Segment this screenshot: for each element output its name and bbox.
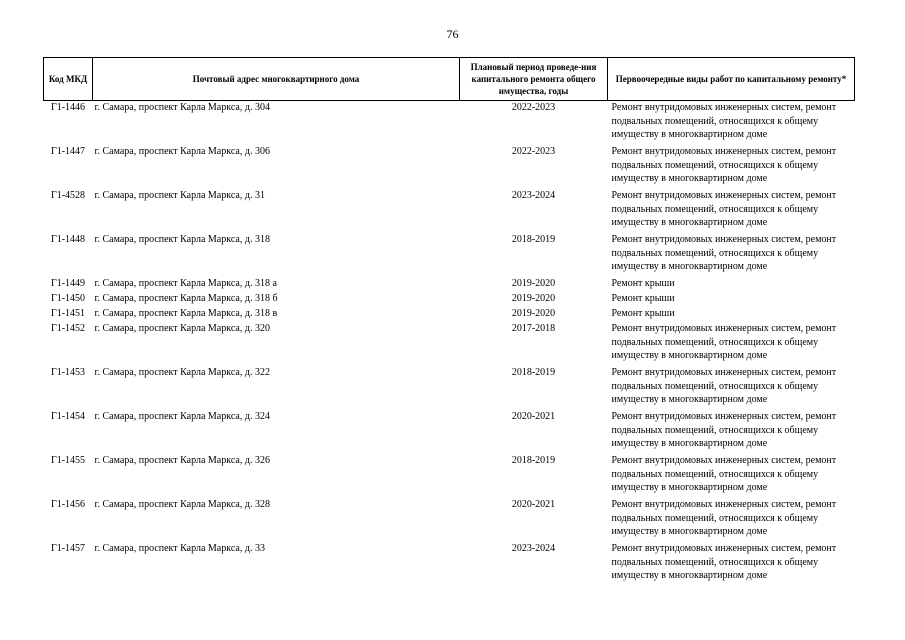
table-row bbox=[44, 410, 855, 454]
page-number: 76 bbox=[446, 27, 459, 41]
cell-works: Ремонт крыши bbox=[611, 278, 675, 289]
cell-period: 2017-2018 bbox=[511, 323, 556, 334]
cell-code: Г1-4528 bbox=[50, 190, 86, 201]
table-row bbox=[44, 277, 855, 292]
cell-works: Ремонт внутридомовых инженерных систем, ремонт подвальных помещений, относящихся к общему имуществу в многоквартирном доме bbox=[611, 499, 837, 538]
cell-address: г. Самара, проспект Карла Маркса, д. 31 bbox=[94, 190, 265, 201]
cell-code: Г1-1447 bbox=[50, 146, 86, 157]
repair-schedule-table bbox=[43, 57, 855, 586]
cell-code: Г1-1452 bbox=[50, 323, 86, 334]
header-code: Код МКД bbox=[44, 58, 93, 101]
cell-works: Ремонт внутридомовых инженерных систем, ремонт подвальных помещений, относящихся к общему имуществу в многоквартирном доме bbox=[611, 146, 837, 185]
cell-period: 2019-2020 bbox=[511, 293, 556, 304]
table-body bbox=[44, 101, 855, 587]
cell-address: г. Самара, проспект Карла Маркса, д. 304 bbox=[94, 102, 270, 113]
cell-address: г. Самара, проспект Карла Маркса, д. 318 б bbox=[94, 293, 278, 304]
cell-period: 2019-2020 bbox=[511, 308, 556, 319]
cell-works: Ремонт крыши bbox=[611, 293, 675, 304]
cell-works: Ремонт внутридомовых инженерных систем, ремонт подвальных помещений, относящихся к общему имуществу в многоквартирном доме bbox=[611, 190, 837, 229]
cell-period: 2019-2020 bbox=[511, 278, 556, 289]
cell-works: Ремонт внутридомовых инженерных систем, ремонт подвальных помещений, относящихся к общему имуществу в многоквартирном доме bbox=[611, 543, 837, 582]
cell-address: г. Самара, проспект Карла Маркса, д. 306 bbox=[94, 146, 270, 157]
cell-code: Г1-1449 bbox=[50, 278, 86, 289]
cell-works: Ремонт внутридомовых инженерных систем, ремонт подвальных помещений, относящихся к общему имуществу в многоквартирном доме bbox=[611, 367, 837, 406]
cell-works: Ремонт крыши bbox=[611, 308, 675, 319]
cell-address: г. Самара, проспект Карла Маркса, д. 328 bbox=[94, 499, 270, 510]
cell-works: Ремонт внутридомовых инженерных систем, ремонт подвальных помещений, относящихся к общему имуществу в многоквартирном доме bbox=[611, 411, 837, 450]
cell-code: Г1-1457 bbox=[50, 543, 86, 554]
cell-address: г. Самара, проспект Карла Маркса, д. 318 в bbox=[94, 308, 278, 319]
cell-period: 2022-2023 bbox=[511, 146, 556, 157]
table-row bbox=[44, 498, 855, 542]
cell-code: Г1-1451 bbox=[50, 308, 86, 319]
table-row bbox=[44, 233, 855, 277]
cell-code: Г1-1448 bbox=[50, 234, 86, 245]
cell-code: Г1-1455 bbox=[50, 455, 86, 466]
table-row bbox=[44, 366, 855, 410]
cell-works: Ремонт внутридомовых инженерных систем, ремонт подвальных помещений, относящихся к общему имуществу в многоквартирном доме bbox=[611, 455, 837, 494]
table-header-row bbox=[44, 58, 855, 101]
cell-address: г. Самара, проспект Карла Маркса, д. 324 bbox=[94, 411, 270, 422]
cell-address: г. Самара, проспект Карла Маркса, д. 322 bbox=[94, 367, 270, 378]
header-works: Первоочередные виды работ по капитальному ремонту* bbox=[608, 58, 855, 101]
table-row bbox=[44, 189, 855, 233]
table-row bbox=[44, 322, 855, 366]
table-row bbox=[44, 145, 855, 189]
table-row bbox=[44, 101, 855, 146]
table-row bbox=[44, 454, 855, 498]
cell-works: Ремонт внутридомовых инженерных систем, ремонт подвальных помещений, относящихся к общему имуществу в многоквартирном доме bbox=[611, 102, 837, 141]
cell-address: г. Самара, проспект Карла Маркса, д. 320 bbox=[94, 323, 270, 334]
cell-period: 2018-2019 bbox=[511, 455, 556, 466]
cell-address: г. Самара, проспект Карла Маркса, д. 326 bbox=[94, 455, 270, 466]
cell-works: Ремонт внутридомовых инженерных систем, ремонт подвальных помещений, относящихся к общему имуществу в многоквартирном доме bbox=[611, 323, 837, 362]
cell-address: г. Самара, проспект Карла Маркса, д. 318 bbox=[94, 234, 270, 245]
cell-period: 2018-2019 bbox=[511, 367, 556, 378]
table-row bbox=[44, 307, 855, 322]
cell-code: Г1-1453 bbox=[50, 367, 86, 378]
cell-period: 2023-2024 bbox=[511, 190, 556, 201]
cell-code: Г1-1446 bbox=[50, 102, 86, 113]
cell-address: г. Самара, проспект Карла Маркса, д. 33 bbox=[94, 543, 265, 554]
header-address: Почтовый адрес многоквартирного дома bbox=[93, 58, 460, 101]
cell-works: Ремонт внутридомовых инженерных систем, ремонт подвальных помещений, относящихся к общему имуществу в многоквартирном доме bbox=[611, 234, 837, 273]
cell-address: г. Самара, проспект Карла Маркса, д. 318 а bbox=[94, 278, 277, 289]
cell-code: Г1-1454 bbox=[50, 411, 86, 422]
cell-period: 2020-2021 bbox=[511, 411, 556, 422]
header-period: Плановый период проведе-ния капитального ремонта общего имущества, годы bbox=[460, 58, 608, 101]
cell-period: 2020-2021 bbox=[511, 499, 556, 510]
cell-code: Г1-1456 bbox=[50, 499, 86, 510]
table-row bbox=[44, 542, 855, 586]
cell-period: 2023-2024 bbox=[511, 543, 556, 554]
cell-period: 2018-2019 bbox=[511, 234, 556, 245]
table-row bbox=[44, 292, 855, 307]
cell-code: Г1-1450 bbox=[50, 293, 86, 304]
cell-period: 2022-2023 bbox=[511, 102, 556, 113]
